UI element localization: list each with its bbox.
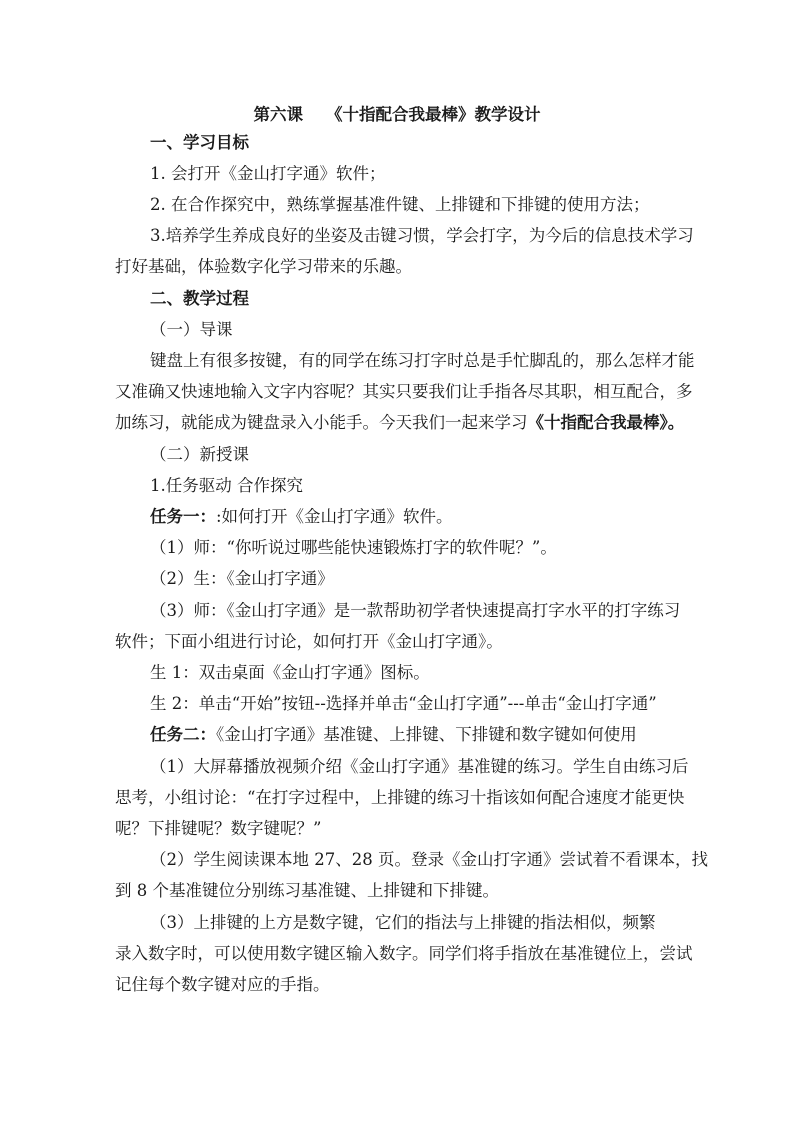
task-2-text: 《金山打字通》基准键、上排键、下排键和数字键如何使用 xyxy=(216,725,637,744)
student-answer-2: 生 2：单击“开始”按钮--选择并单击“金山打字通”---单击“金山打字通” xyxy=(150,694,657,713)
objective-item-1: 1. 会打开《金山打字通》软件； xyxy=(150,164,386,183)
section-heading-objectives: 一、学习目标 xyxy=(150,133,249,152)
task-2 xyxy=(150,724,637,746)
document-title: 第六课 《十指配合我最棒》教学设计 xyxy=(253,105,541,124)
intro-paragraph-line-2: 又准确又快速地输入文字内容呢？其实只要我们让手指各尽其职，相互配合，多 xyxy=(115,382,693,401)
intro-line-3-text: 加练习，就能成为键盘录入小能手。今天我们一起来学习 xyxy=(115,413,528,432)
intro-paragraph-line-1: 键盘上有很多按键，有的同学在练习打字时总是手忙脚乱的，那么怎样才能 xyxy=(150,351,695,370)
task-2-step-3-line-1: （3）上排键的上方是数字键，它们的指法与上排键的指法相似，频繁 xyxy=(150,913,656,932)
objective-item-2: 2. 在合作探究中，熟练掌握基准件键、上排键和下排键的使用方法； xyxy=(150,195,650,214)
student-answer-1: 生 1：双击桌面《金山打字通》图标。 xyxy=(150,663,430,682)
task-2-step-1-line-3: 呢？下排键呢？数字键呢？” xyxy=(115,819,322,838)
task-driver-heading: 1.任务驱动 合作探究 xyxy=(150,476,303,495)
task-1-step-3-line-2: 软件；下面小组进行讨论，如何打开《金山打字通》。 xyxy=(115,632,503,651)
task-2-step-1-line-1: （1）大屏幕播放视频介绍《金山打字通》基准键的练习。学生自由练习后 xyxy=(150,757,689,776)
task-1-step-2: （2）生：《金山打字通》 xyxy=(150,569,334,588)
task-1 xyxy=(150,506,453,528)
subsection-heading-new-lesson: （二）新授课 xyxy=(150,445,249,464)
task-1-step-3-line-1: （3）师：《金山打字通》是一款帮助初学者快速提高打字水平的打字练习 xyxy=(150,601,681,620)
task-2-step-1-line-2: 思考，小组讨论：“在打字过程中，上排键的练习十指该如何配合速度才能更快 xyxy=(115,788,685,807)
subsection-heading-intro: （一）导课 xyxy=(150,320,233,339)
task-1-step-1: （1）师：“你听说过哪些能快速锻炼打字的软件呢？”。 xyxy=(150,538,557,557)
objective-item-3-line-1: 3.培养学生养成良好的坐姿及击键习惯，学会打字，为今后的信息技术学习 xyxy=(150,226,694,245)
section-heading-process: 二、教学过程 xyxy=(150,289,249,308)
task-2-step-2-line-2: 到 8 个基准键位分别练习基准键、上排键和下排键。 xyxy=(115,881,499,900)
intro-paragraph-line-3 xyxy=(115,412,684,434)
task-2-step-3-line-3: 记住每个数字键对应的手指。 xyxy=(115,975,330,994)
lesson-title-bold: 《十指配合我最棒》。 xyxy=(527,413,685,432)
objective-item-3-line-2: 打好基础，体验数字化学习带来的乐趣。 xyxy=(115,257,412,276)
task-2-step-3-line-2: 录入数字时，可以使用数字键区输入数字。同学们将手指放在基准键位上，尝试 xyxy=(115,944,693,963)
task-1-label: 任务一： xyxy=(150,507,216,526)
task-1-text: :如何打开《金山打字通》软件。 xyxy=(216,507,453,526)
task-2-label: 任务二： xyxy=(150,725,216,744)
task-2-step-2-line-1: （2）学生阅读课本地 27、28 页。登录《金山打字通》尝试着不看课本，找 xyxy=(150,850,708,869)
